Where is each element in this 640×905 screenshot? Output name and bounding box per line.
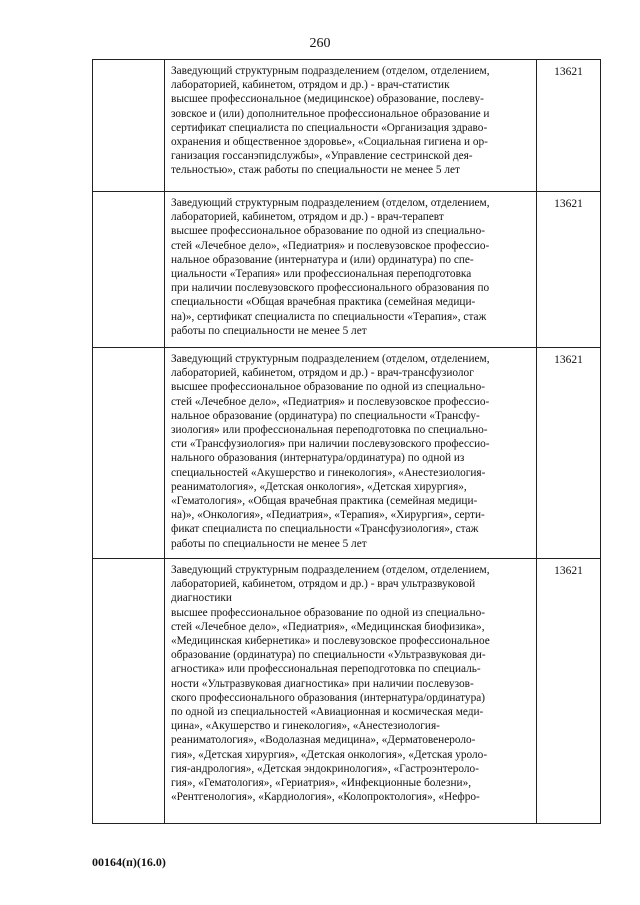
description-line: образование (ординатура) по специальности «Ультразвуковая ди- [171,649,486,662]
description-line: сертификат специалиста по специальности «Организация здраво- [171,121,488,134]
description-line: охранения и общественное здоровье», «Социальная гигиена и ор- [171,136,488,149]
description-line: зиология» или профессиональная переподготовка по специально- [171,424,488,437]
description-cell [165,60,537,192]
group-cell [93,192,165,348]
qualification-code: 13621 [554,66,583,78]
description-line: лабораторией, кабинетом, отрядом и др.) - врач-терапевт [171,211,444,224]
description-line: «Рентгенология», «Кардиология», «Колопроктология», «Нефро- [171,791,480,804]
group-cell [93,348,165,559]
description-line: циальности «Терапия» или профессиональная переподготовка [171,268,472,281]
description-line: Заведующий структурным подразделением (отделом, отделением, [171,564,490,576]
code-cell [537,60,601,192]
group-cell [93,559,165,824]
description-line: нальное образование (ординатура) по специальности «Трансфу- [171,409,480,422]
table-row [93,559,601,824]
description-line: высшее профессиональное (медицинское) образование, послеву- [171,93,484,106]
description-line: агностика» или профессиональная переподготовка по специаль- [171,663,481,676]
description-line: на)», «Онкология», «Педиатрия», «Терапия», «Хирургия», серти- [171,509,485,522]
description-line: диагностики [171,592,232,605]
description-line: реаниматология», «Водолазная медицина», «Дерматовенероло- [171,734,476,747]
code-cell [537,192,601,348]
description-line: лабораторией, кабинетом, отрядом и др.) - врач ультразвуковой [171,578,476,591]
description-line: при наличии послевузовского профессионального образования по [171,282,490,295]
description-line: стей «Лечебное дело», «Педиатрия» и послевузовское профессио- [171,239,490,252]
description-cell [165,559,537,824]
qualification-code: 13621 [554,565,583,577]
description-line: зовское и (или) дополнительное профессиональное образование и [171,107,490,120]
qualification-code: 13621 [554,354,583,366]
description-line: по одной из специальностей «Авиационная и космическая меди- [171,706,484,719]
group-cell [93,60,165,192]
code-cell [537,348,601,559]
description-line: работы по специальности не менее 5 лет [171,537,367,550]
description-line: лабораторией, кабинетом, отрядом и др.) - врач-статистик [171,79,450,92]
description-line: высшее профессиональное образование по одной из специально- [171,606,486,619]
qualification-table [92,59,601,824]
description-line: гия», «Детская хирургия», «Детская онкология», «Детская уроло- [171,748,488,761]
description-line: фикат специалиста по специальности «Трансфузиология», стаж [171,523,479,536]
description-line: гия-андрология», «Детская эндокринология», «Гастроэнтероло- [171,762,479,775]
description-line: реаниматология», «Детская онкология», «Детская хирургия», [171,480,467,493]
table-row [93,192,601,348]
description-line: специальностей «Акушерство и гинекология», «Анестезиология- [171,466,486,479]
description-line: сти «Трансфузиология» при наличии послевузовского профессио- [171,438,490,451]
description-line: нальное образование (интернатура и (или) ординатура) по спе- [171,253,474,266]
description-line: гия», «Гематология», «Гериатрия», «Инфекционные болезни», [171,777,472,790]
description-line: стей «Лечебное дело», «Педиатрия» и послевузовское профессио- [171,395,490,408]
document-footer-code: 00164(п)(16.0) [92,855,166,869]
description-cell [165,348,537,559]
description-line: Заведующий структурным подразделением (отделом, отделением, [171,65,490,77]
page-number: 260 [309,36,331,51]
description-line: высшее профессиональное образование по одной из специально- [171,381,486,394]
description-line: Заведующий структурным подразделением (отделом, отделением, [171,197,490,209]
description-line: тельностью», стаж работы по специальности не менее 5 лет [171,164,460,177]
qualification-code: 13621 [554,198,583,210]
description-line: ского профессионального образования (интернатура/ординатура) [171,691,485,704]
description-line: лабораторией, кабинетом, отрядом и др.) - врач-трансфузиолог [171,367,474,380]
description-line: «Медицинская кибернетика» и послевузовское профессиональное [171,635,490,648]
code-cell [537,559,601,824]
description-line: Заведующий структурным подразделением (отделом, отделением, [171,353,490,365]
description-line: цина», «Акушерство и гинекология», «Анестезиология- [171,720,440,733]
description-line: стей «Лечебное дело», «Педиатрия», «Медицинская биофизика», [171,620,485,633]
description-line: работы по специальности не менее 5 лет [171,324,367,337]
description-line: высшее профессиональное образование по одной из специально- [171,225,486,238]
table-row [93,60,601,192]
description-line: на)», сертификат специалиста по специальности «Терапия», стаж [171,310,487,323]
description-cell [165,192,537,348]
description-line: ности «Ультразвуковая диагностика» при наличии послевузов- [171,677,474,690]
description-line: «Гематология», «Общая врачебная практика (семейная медици- [171,495,478,508]
description-line: специальности «Общая врачебная практика (семейная медици- [171,296,476,309]
table-row [93,348,601,559]
description-line: ганизация госсанэпидслужбы», «Управление сестринской дея- [171,150,473,163]
description-line: нального образования (интернатура/ординатура) по одной из [171,452,465,465]
